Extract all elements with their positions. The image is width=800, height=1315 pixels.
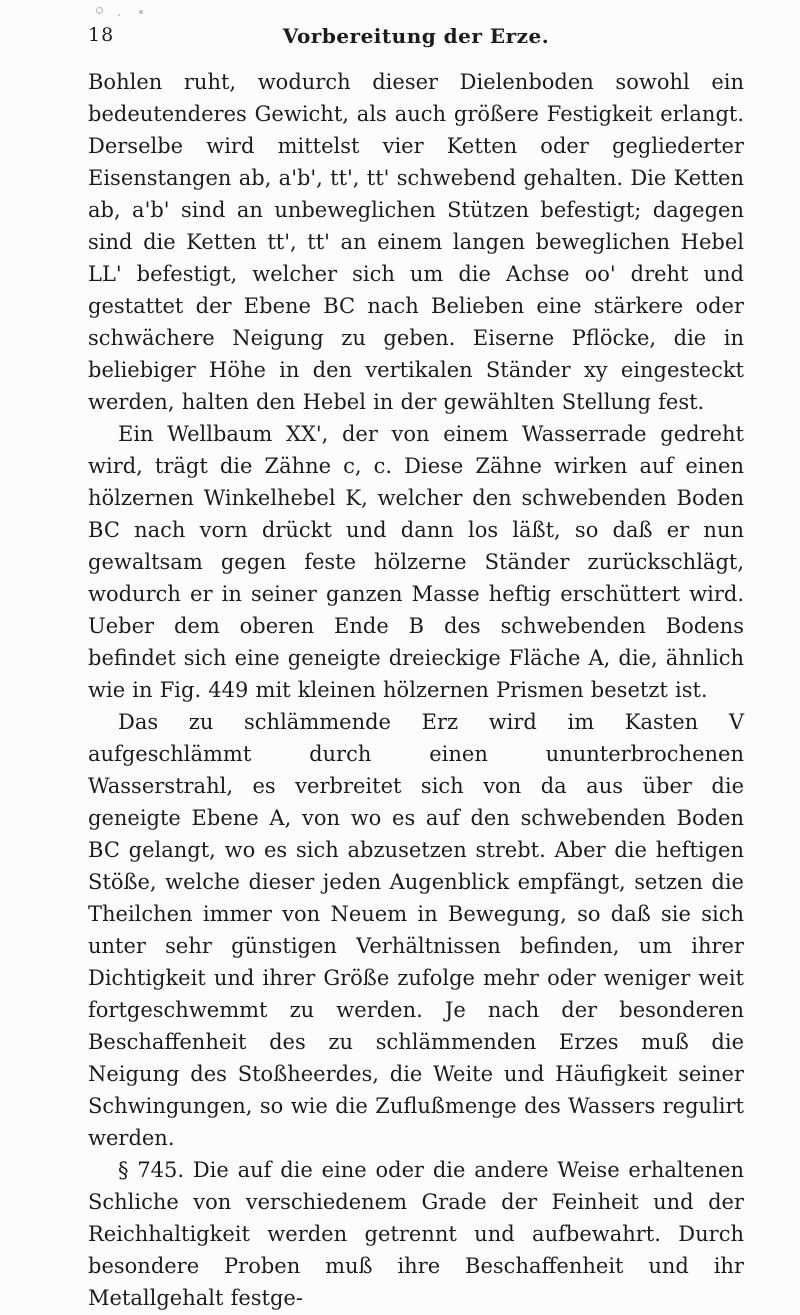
paragraph-continued: Bohlen ruht, wodurch dieser Dielenboden sowohl ein bedeutenderes Gewicht, als auch größere Festigkeit erlangt. Derselbe wird mittelst vier Ketten oder gegliederter Eisenstangen ab, a'b', tt', tt' schwebend gehalten. Die Ketten ab, a'b' sind an unbeweglichen Stützen befestigt; dagegen sind die Ketten tt', tt' an einem langen beweglichen Hebel LL' befestigt, welcher sich um die Achse oo' dreht und gestattet der Ebene BC nach Belieben eine stärkere oder schwächere Neigung zu geben. Eiserne Pflöcke, die in beliebiger Höhe in den vertikalen Ständer xy eingesteckt werden, halten den Hebel in der gewählten Stellung fest. xyxy=(88,70,744,414)
scan-speck xyxy=(139,10,143,14)
page-number: 18 xyxy=(88,24,115,46)
paragraph: Ein Wellbaum XX', der von einem Wasserrade gedreht wird, trägt die Zähne c, c. Diese Zähne wirken auf einen hölzernen Winkelhebel K, welcher den schwebenden Boden BC nach vorn drückt und dann los läßt, so daß er nun gewaltsam gegen feste hölzerne Ständer zurückschlägt, wodurch er in seiner ganzen Masse heftig erschüttert wird. Ueber dem oberen Ende B des schwebenden Bodens befindet sich eine geneigte dreieckige Fläche A, die, ähnlich wie in Fig. 449 mit kleinen hölzernen Prismen besetzt ist. xyxy=(88,422,744,702)
running-title: Vorbereitung der Erze. xyxy=(282,24,550,48)
text-block xyxy=(88,66,744,1314)
paragraph-section-745: § 745. Die auf die eine oder die andere Weise erhaltenen Schliche von verschiedenem Grade der Feinheit und der Reichhaltigkeit werden getrennt und aufbewahrt. Durch besondere Proben muß ihre Beschaffenheit und ihr Metallgehalt festge- xyxy=(88,1158,744,1310)
scan-speck xyxy=(118,14,120,16)
paragraph: Das zu schlämmende Erz wird im Kasten V aufgeschlämmt durch einen ununterbrochenen Wasserstrahl, es verbreitet sich von da aus über die geneigte Ebene A, von wo es auf den schwebenden Boden BC gelangt, wo es sich abzusetzen strebt. Aber die heftigen Stöße, welche dieser jeden Augenblick empfängt, setzen die Theilchen immer von Neuem in Bewegung, so daß sie sich unter sehr günstigen Verhältnissen befinden, um ihrer Dichtigkeit und ihrer Größe zufolge mehr oder weniger weit fortgeschwemmt zu werden. Je nach der besonderen Beschaffenheit des zu schlämmenden Erzes muß die Neigung des Stoßheerdes, die Weite und Häufigkeit seiner Schwingungen, so wie die Zuflußmenge des Wassers regulirt werden. xyxy=(88,710,744,1150)
page-header xyxy=(88,24,744,52)
scan-speck xyxy=(96,7,103,14)
